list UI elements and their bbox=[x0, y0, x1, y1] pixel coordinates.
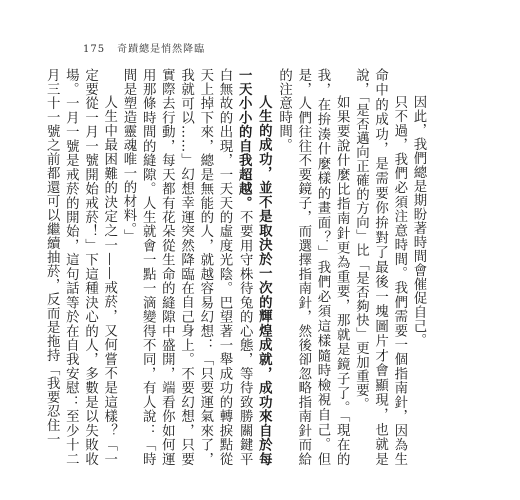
paragraph: 如果要說什麼比指南針更為重要，那就是鏡子了。「現在的我，在拚湊什麼樣的畫面？」我們必須這樣隨時檢視自己。但是，人們往往不要鏡子，而選擇指南針，然後卻忽略指南針而給的注意時間。 bbox=[276, 68, 350, 466]
vertical-body-text bbox=[44, 68, 428, 467]
running-header bbox=[83, 40, 205, 55]
page-number: 175 bbox=[83, 44, 106, 55]
chapter-title: 奇蹟總是悄然降臨 bbox=[117, 44, 206, 55]
bold-emphasis: 人生的成功，並不是取決於一次的輝煌成就，成功來自於每一天小小的自我超越。 bbox=[236, 68, 273, 466]
paragraph: 只不過，我們必須注意時間。我們需要一個指南針，因為生命中的成功，是需要你拚對了最後一塊圖片才會顯現，也就是說，「是否邁向正確的方向」比「是否夠快」更加重要。 bbox=[353, 68, 407, 466]
paragraph-text: 不要用守株待兔的心態，等待致勝關鍵平白無故的出現，一天天的虛度光陰。巴望著一舉成功的轉捩點從天上掉下來，總是無能的人，就越容易幻想：「只要運氣來了，我就可以……」幻想幸運突然降臨在自己身上。不要幻想，只要實際去行動，每天都有花朵從生命的縫隙中盛開，端看你如何運用那條時間的縫隙。人生就會一點一滴變得不同，有人說：「時間是塑造靈魂唯一的材料。」 bbox=[120, 68, 253, 467]
paragraph: 人生中最困難的決定之一——戒菸，又何嘗不是這樣？「一定要從一月一號開始戒菸！」下這種決心的人，多數是以失敗收場。一月一號是戒菸的開始，這句話等於在自我安慰：至少十二月三十一號之前都還可以繼續抽菸，反而是拖持「我要忍住一 bbox=[44, 68, 117, 466]
paragraph: 因此，我們總是期盼著時間會催促自己。 bbox=[411, 94, 426, 347]
paragraph bbox=[119, 68, 275, 466]
